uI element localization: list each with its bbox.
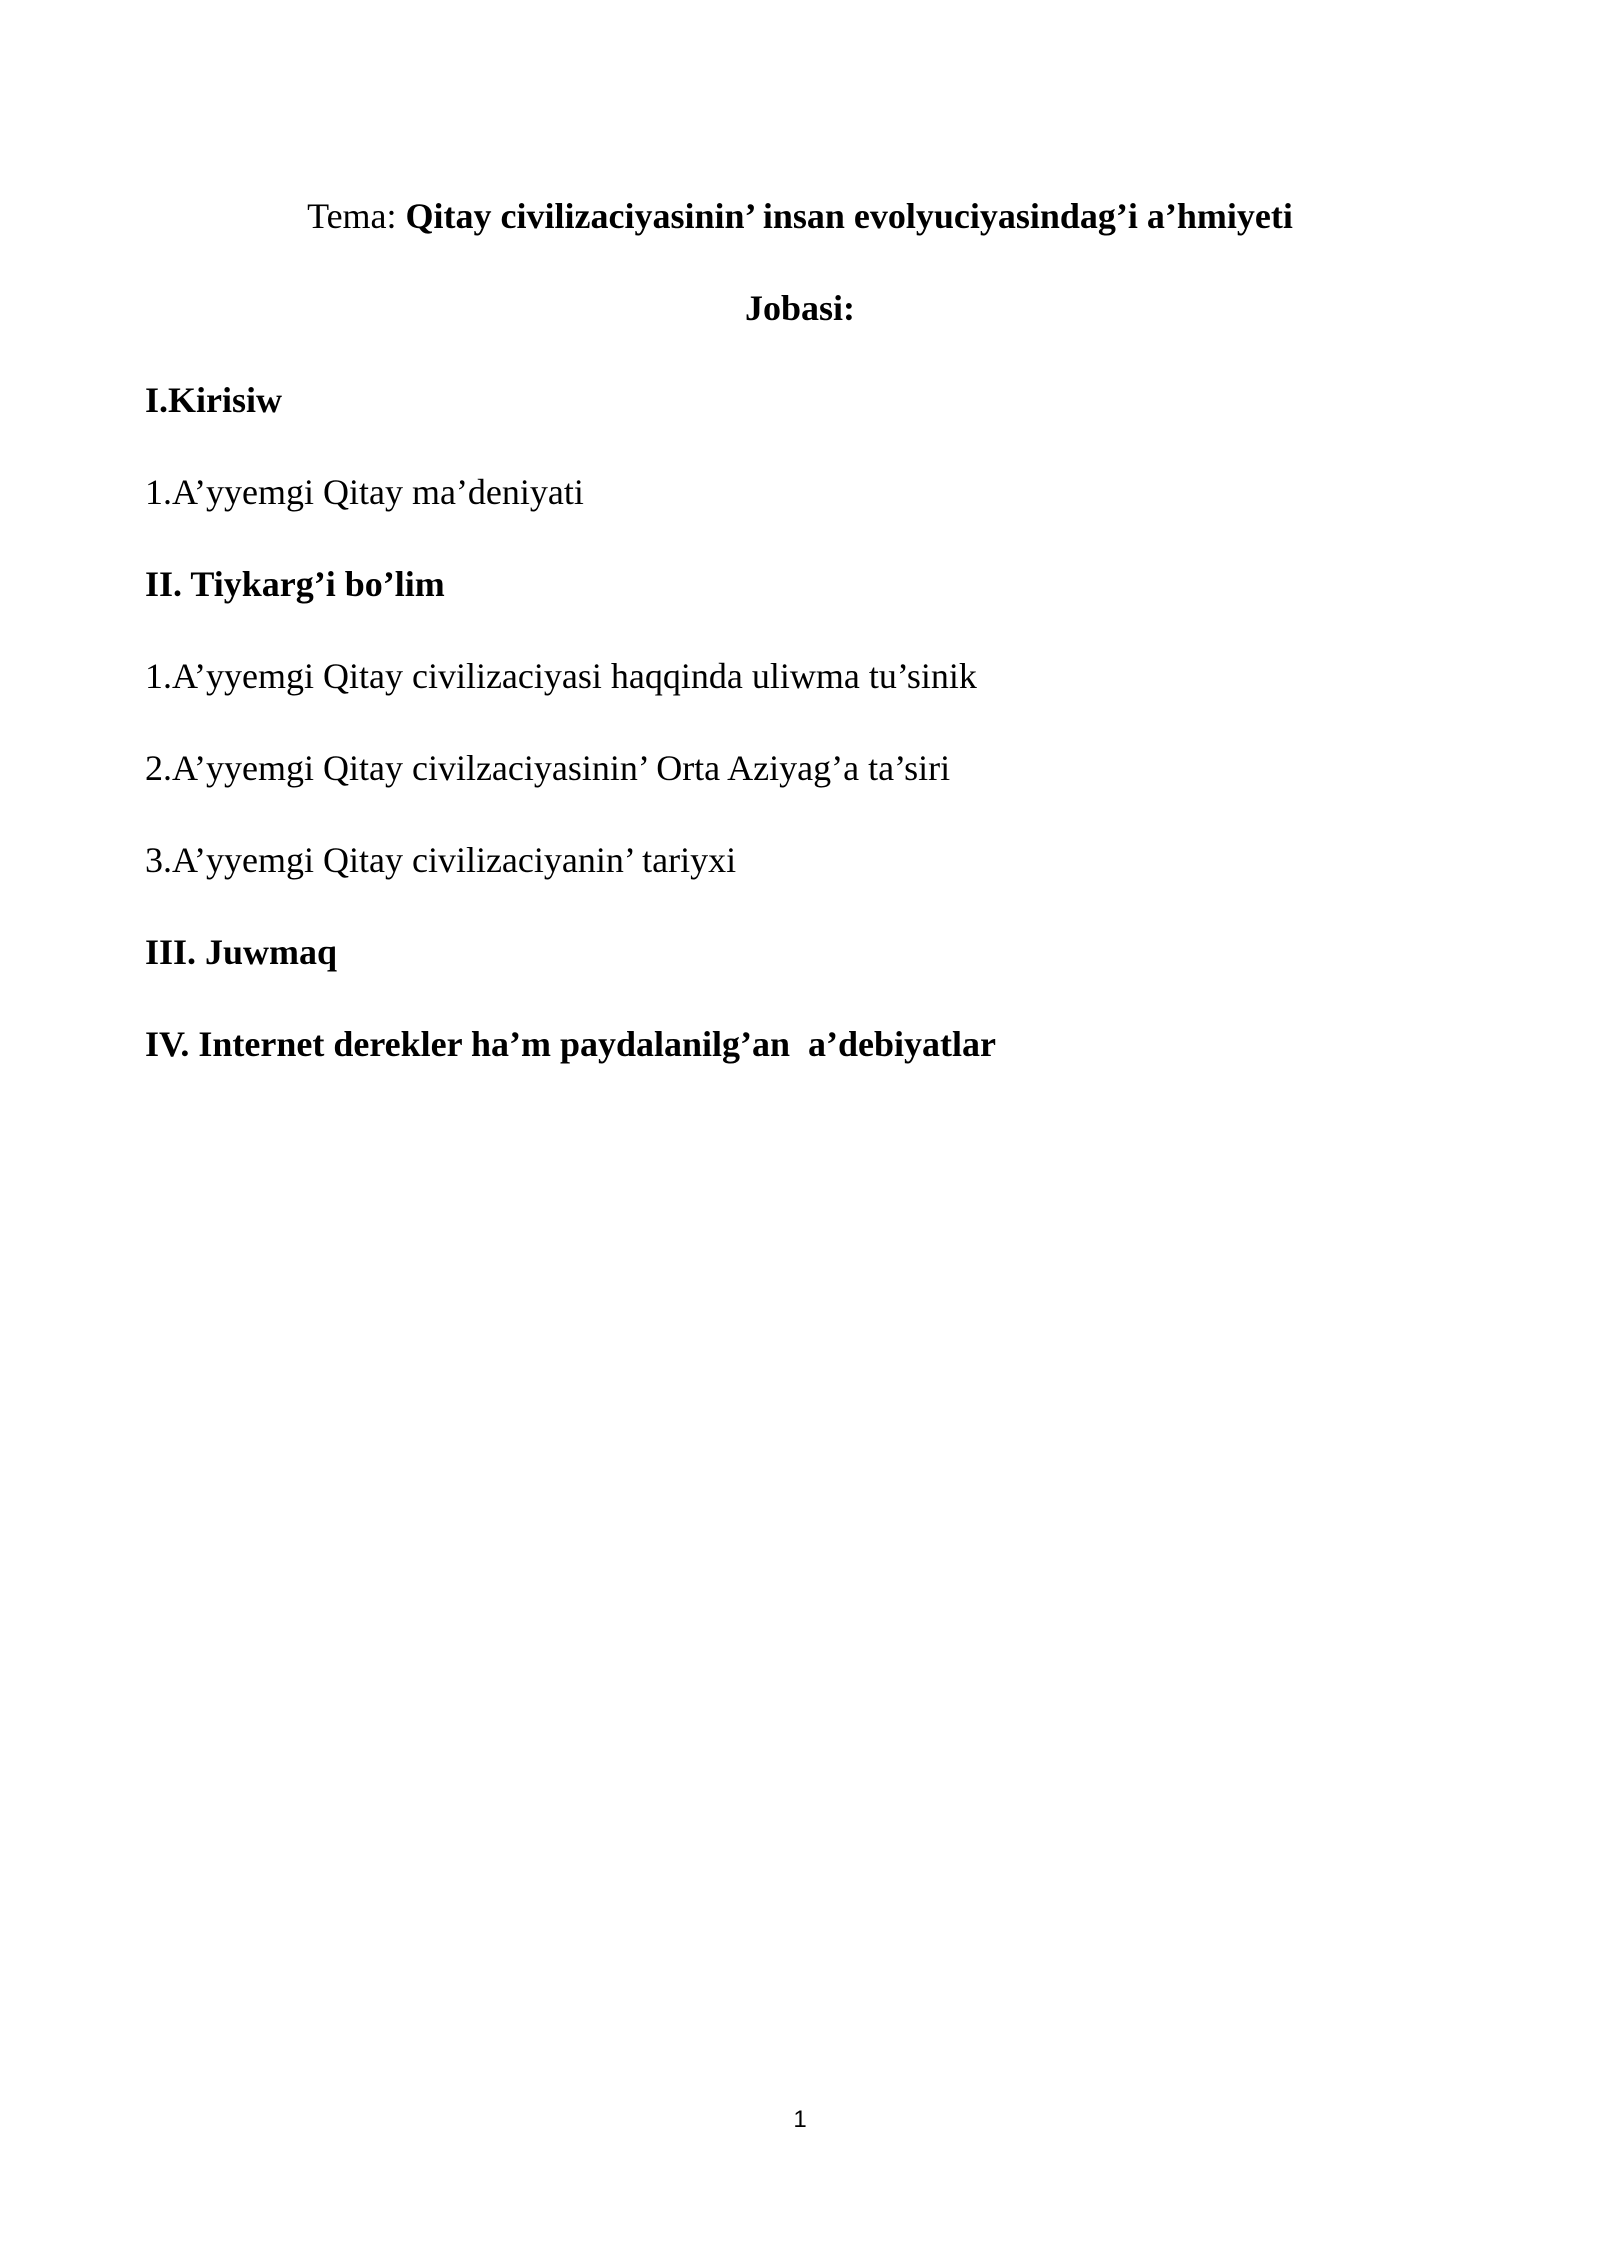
plan-heading: Jobasi: xyxy=(744,288,856,328)
title-topic: Qitay civilizaciyasinin’ insan evolyuciyasindag’i a’hmiyeti xyxy=(405,196,1293,236)
outline-item-general-concept: 1.A’yyemgi Qitay civilizaciyasi haqqinda uliwma tu’sinik xyxy=(145,656,977,696)
outline-item-history: 3.A’yyemgi Qitay civilizaciyanin’ tariyxi xyxy=(145,840,737,880)
document-title xyxy=(0,193,1600,239)
outline-section-conclusion: III. Juwmaq xyxy=(145,932,338,972)
outline-section-introduction: I.Kirisiw xyxy=(145,380,283,420)
outline-section-references: IV. Internet derekler ha’m paydalanilg’an a’debiyatlar xyxy=(145,1024,997,1064)
page-number: 1 xyxy=(793,2106,807,2133)
outline-item-ancient-culture: 1.A’yyemgi Qitay ma’deniyati xyxy=(145,472,584,512)
title-prefix: Tema: xyxy=(307,196,406,236)
outline-section-main-part: II. Tiykarg’i bo’lim xyxy=(145,564,445,604)
outline-item-influence-central-asia: 2.A’yyemgi Qitay civilzaciyasinin’ Orta Aziyag’a ta’siri xyxy=(145,748,951,788)
